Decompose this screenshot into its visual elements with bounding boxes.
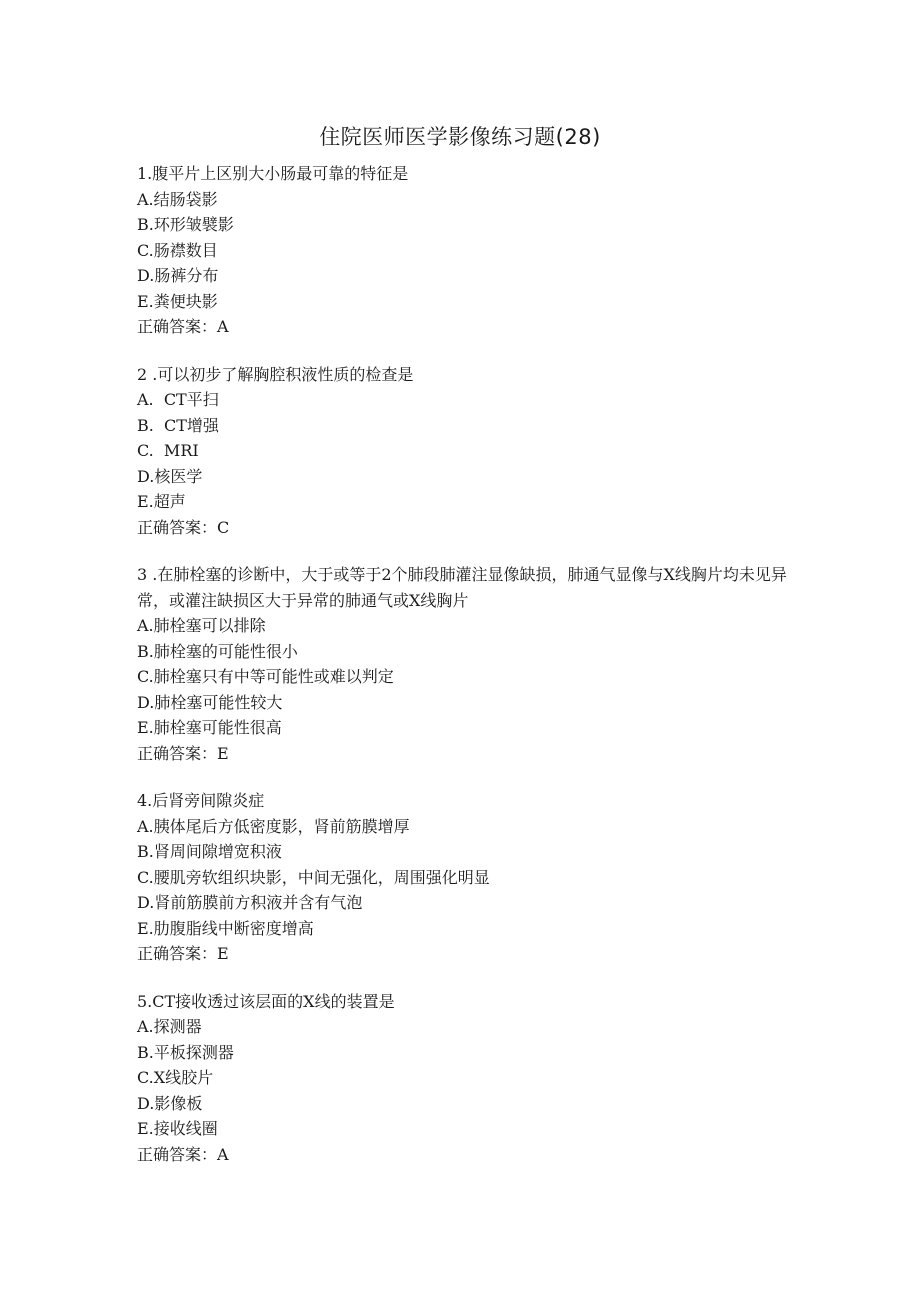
question-5: [137, 989, 797, 1168]
correct-answer: 正确答案：E: [137, 743, 229, 763]
correct-answer: 正确答案：A: [137, 317, 229, 336]
option-d: D.肠裤分布: [137, 266, 219, 285]
option-a: A.肺栓塞可以排除: [137, 616, 266, 635]
question-stem: 3 .在肺栓塞的诊断中，大于或等于2个肺段肺灌注显像缺损，肺通气显像与X线胸片均未见异常，或灌注缺损区大于异常的肺通气或X线胸片: [137, 565, 787, 610]
question-2: [137, 362, 797, 541]
correct-answer: 正确答案：C: [137, 517, 230, 537]
page-title: 住院医师医学影像练习题(28): [319, 125, 601, 149]
option-d: D.肺栓塞可能性较大: [137, 692, 283, 712]
option-b: B.平板探测器: [137, 1042, 234, 1062]
question-4: [137, 788, 797, 967]
option-e: E.接收线圈: [137, 1119, 218, 1138]
option-a: A.探测器: [137, 1017, 202, 1036]
option-a: A. CT平扫: [137, 390, 219, 409]
question-stem: 4.后肾旁间隙炎症: [137, 791, 265, 810]
option-b: B.肾周间隙增宽积液: [137, 842, 282, 861]
option-d: D.影像板: [137, 1093, 203, 1113]
option-b: B.肺栓塞的可能性很小: [137, 641, 298, 661]
question-1: [137, 161, 797, 340]
option-c: C. MRI: [137, 441, 199, 460]
correct-answer: 正确答案：A: [137, 1144, 229, 1164]
option-d: D.核医学: [137, 466, 203, 486]
option-b: B.环形皱襞影: [137, 215, 234, 234]
option-c: C.肠襟数目: [137, 240, 218, 260]
option-e: E.粪便块影: [137, 291, 218, 311]
option-e: E.肺栓塞可能性很高: [137, 718, 282, 737]
question-stem: 2 .可以初步了解胸腔积液性质的检查是: [137, 364, 414, 384]
option-e: E.超声: [137, 492, 186, 511]
correct-answer: 正确答案：E: [137, 944, 229, 963]
option-b: B. CT增强: [137, 415, 219, 435]
question-3: [137, 562, 797, 766]
question-list: [137, 161, 797, 1189]
option-a: A.胰体尾后方低密度影，肾前筋膜增厚: [137, 816, 410, 836]
question-stem: 1.腹平片上区别大小肠最可靠的特征是: [137, 164, 409, 183]
option-e: E.肋腹脂线中断密度增高: [137, 918, 314, 938]
option-c: C.X线胶片: [137, 1068, 214, 1087]
option-c: C.肺栓塞只有中等可能性或难以判定: [137, 667, 394, 686]
question-stem: 5.CT接收透过该层面的X线的装置是: [137, 991, 395, 1011]
option-c: C.腰肌旁软组织块影，中间无强化，周围强化明显: [137, 867, 490, 887]
option-a: A.结肠袋影: [137, 189, 218, 209]
option-d: D.肾前筋膜前方积液并含有气泡: [137, 893, 363, 912]
